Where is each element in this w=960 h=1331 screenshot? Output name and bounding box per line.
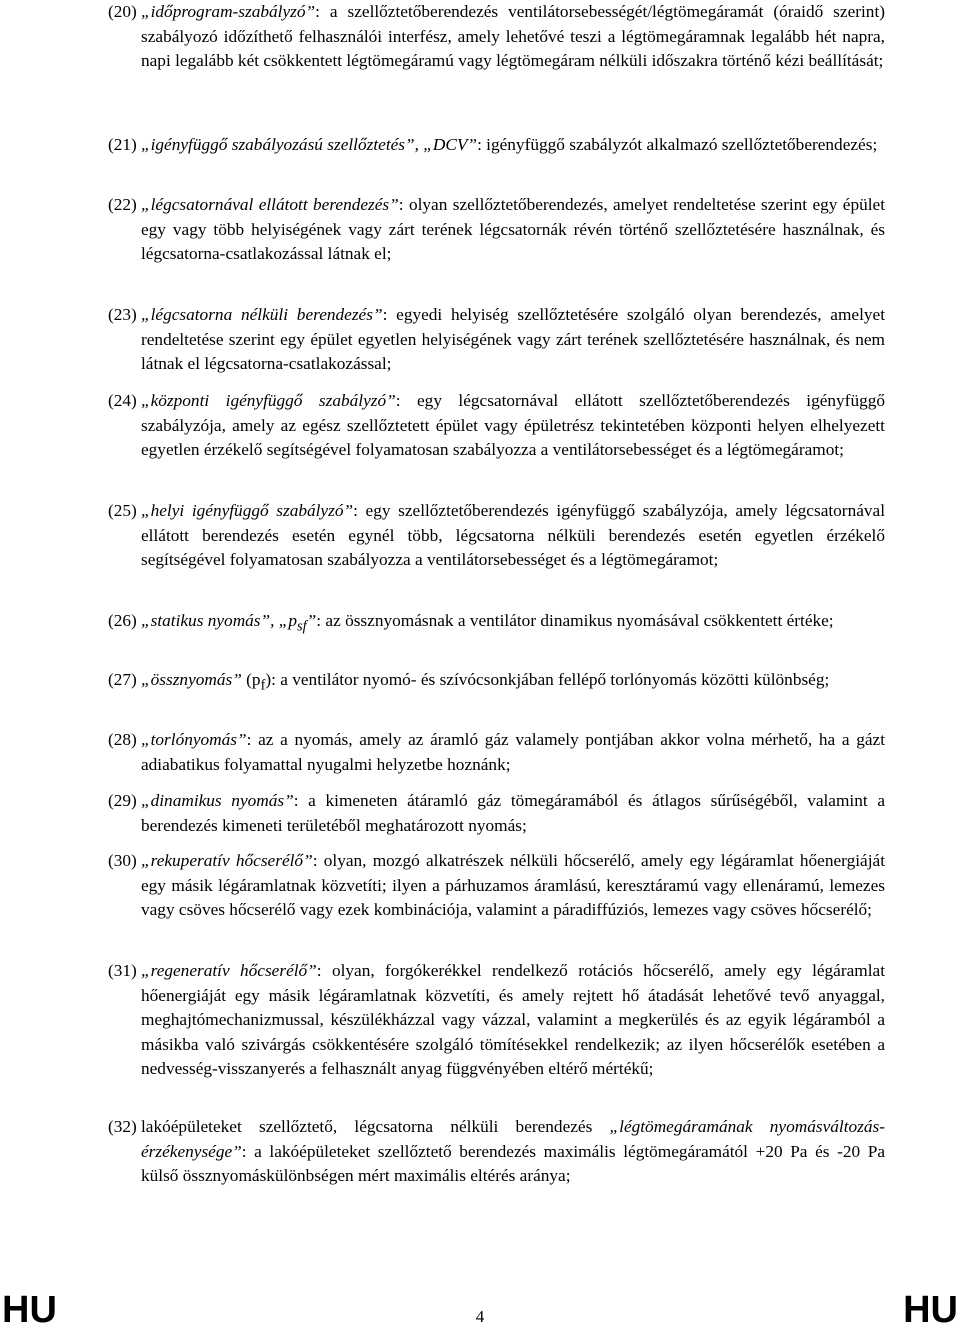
definition-body: : egy szellőztetőberendezés igényfüggő szabályzója, amely légcsatornával ellátott berendezés esetén egynél több, légcsatorna nélküli berendezés esetén egyetlen érzékelő segítségével folyamatosan szabályozza a ventilátorsebességet és a légtömegáramot; [141, 501, 885, 570]
definition-body: ): a ventilátor nyomó- és szívócsonkjában fellépő torlónyomás közötti különbség; [265, 670, 830, 689]
definition-number: (32) [108, 1117, 137, 1136]
footer-language-code-right: HU [903, 1289, 958, 1331]
definition-number: (31) [108, 961, 137, 980]
definition-term: sf [297, 618, 307, 635]
definition-number: (20) [108, 2, 137, 21]
definition-item [108, 609, 885, 639]
definition-term: „össznyomás” [141, 670, 242, 689]
definition-item [108, 728, 885, 777]
definition-term: „légcsatorna nélküli berendezés” [141, 305, 383, 324]
definition-term: „helyi igényfüggő szabályzó” [141, 501, 354, 520]
definition-item [108, 959, 885, 1082]
definition-term: „légcsatornával ellátott berendezés” [141, 195, 399, 214]
definition-item [108, 668, 885, 698]
definition-body: : az a nyomás, amely az áramló gáz valamely pontjában akkor volna mérhető, ha a gázt adiabatikus folyamattal nyugalmi helyzetbe hoznánk; [141, 730, 885, 774]
definition-term: „dinamikus nyomás” [141, 791, 294, 810]
definition-item [108, 1115, 885, 1189]
definition-body: f [260, 677, 266, 694]
definition-term: „légtömegáramának nyomásváltozás-érzékenysége” [141, 1117, 885, 1161]
definition-text [141, 133, 885, 158]
definition-text [141, 499, 885, 573]
definition-item [108, 789, 885, 838]
definition-item [108, 849, 885, 923]
definition-text [141, 193, 885, 267]
definition-body: : a lakóépületeket szellőztető berendezés maximális légtömegáramától +20 Pa és -20 Pa külső össznyomáskülönbségen mért maximális eltérés aránya; [141, 1141, 885, 1186]
definition-text [141, 389, 885, 463]
definition-number: (23) [108, 305, 137, 324]
definition-item [108, 303, 885, 377]
definition-term: „regeneratív hőcserélő” [141, 961, 317, 980]
definition-number: (21) [108, 135, 137, 154]
definition-body: : olyan szellőztetőberendezés, amelyet rendeltetése szerint egy épület egy vagy több helyiségének vagy zárt terének légcsatornák révén történő szellőztetésére használnak, és légcsatorna-csatlakozással látnak el; [141, 195, 886, 264]
definition-term: „rekuperatív hőcserélő” [141, 851, 313, 870]
definition-body: : a szellőztetőberendezés ventilátorsebességét/légtömegáramát (óraidő szerint) szabályozó időzíthető felhasználói interfész, amely lehetővé teszi a légtömegáramnak legalább hét napra, napi legalább két csökkentett légtömegáramú vagy légtömegáram nélküli időszakra történő kézi beállítását; [141, 2, 885, 71]
definition-item [108, 389, 885, 463]
definition-number: (30) [108, 851, 137, 870]
definition-text [141, 668, 885, 698]
definition-body: : egy légcsatornával ellátott szellőztetőberendezés igényfüggő szabályzója, amely az egész szellőztetett épület vagy épületrész tekintetében központi helyen elhelyezett egyetlen érzékelő segítségével folyamatosan szabályozza a ventilátorsebességet és a légtömegáramot; [141, 391, 886, 460]
definition-number: (22) [108, 195, 137, 214]
definition-term: ” [306, 611, 317, 630]
definition-term: „időprogram-szabályzó” [141, 2, 316, 21]
definition-text [141, 789, 885, 838]
definition-term: „statikus nyomás”, „p [141, 611, 298, 630]
definition-body: : igényfüggő szabályzót alkalmazó szellőztetőberendezés; [477, 135, 878, 154]
definition-item [108, 0, 885, 74]
definition-number: (24) [108, 391, 137, 410]
definition-body: : az össznyomásnak a ventilátor dinamikus nyomásával csökkentett értéke; [316, 611, 834, 630]
definition-text [141, 728, 885, 777]
definition-text [141, 849, 885, 923]
definition-body: lakóépületeket szellőztető, légcsatorna nélküli berendezés [141, 1117, 610, 1136]
definition-number: (29) [108, 791, 137, 810]
definition-body: : olyan, mozgó alkatrészek nélküli hőcserélő, amely egy légáramlat hőenergiáját egy másik légáramlatnak közvetíti; ilyen a párhuzamos áramlású, keresztáramú vagy ellenáramú, lemezes vagy csöves hőcserélő vagy ezek kombinációja, valamint a páradiffúziós, lemezes vagy csöves hőcserélő; [141, 851, 885, 920]
definition-text [141, 303, 885, 377]
definition-item [108, 193, 885, 267]
definition-number: (27) [108, 670, 137, 689]
definition-item [108, 499, 885, 573]
definition-number: (28) [108, 730, 137, 749]
definition-number: (25) [108, 501, 137, 520]
definition-text [141, 1115, 885, 1189]
definition-body: : egyedi helyiség szellőztetésére szolgáló olyan berendezés, amelyet rendeltetése szerint egy épület egyetlen helyiségének vagy zárt terének szellőztetésére használnak, és nem látnak el légcsatorna-csatlakozással; [141, 305, 885, 374]
definition-body: : a kimeneten átáramló gáz tömegáramából és átlagos sűrűségéből, valamint a berendezés kimeneti területéből meghatározott nyomás; [141, 791, 885, 835]
definition-number: (26) [108, 611, 137, 630]
definition-term: „igényfüggő szabályozású szellőztetés”, „DCV” [141, 135, 478, 154]
definition-body: (p [241, 670, 261, 689]
definition-item [108, 133, 885, 158]
definition-text [141, 959, 885, 1082]
definition-term: „központi igényfüggő szabályzó” [141, 391, 396, 410]
definition-text [141, 609, 885, 639]
definition-body: : olyan, forgókerékkel rendelkező rotációs hőcserélő, amely egy légáramlat hőenergiáját egy másik légáramlatnak közvetíti, és amely rejtett hő átadását lehetővé tevő anyaggal, meghajtómechanizmussal, készülékházzal vagy vázzal, valamint a megkerülés és az egyik légáramból a másikba való szivárgás csökkentésére szolgáló tömítésekkel rendelkezik; az ilyen hőcserélők esetében a nedvesség-visszanyerés a felhasznált anyag függvényében eltérő mértékű; [141, 961, 885, 1079]
definition-text [141, 0, 885, 74]
page-number: 4 [475, 1307, 485, 1326]
definition-term: „torlónyomás” [141, 730, 247, 749]
footer-language-code-left: HU [2, 1289, 57, 1331]
